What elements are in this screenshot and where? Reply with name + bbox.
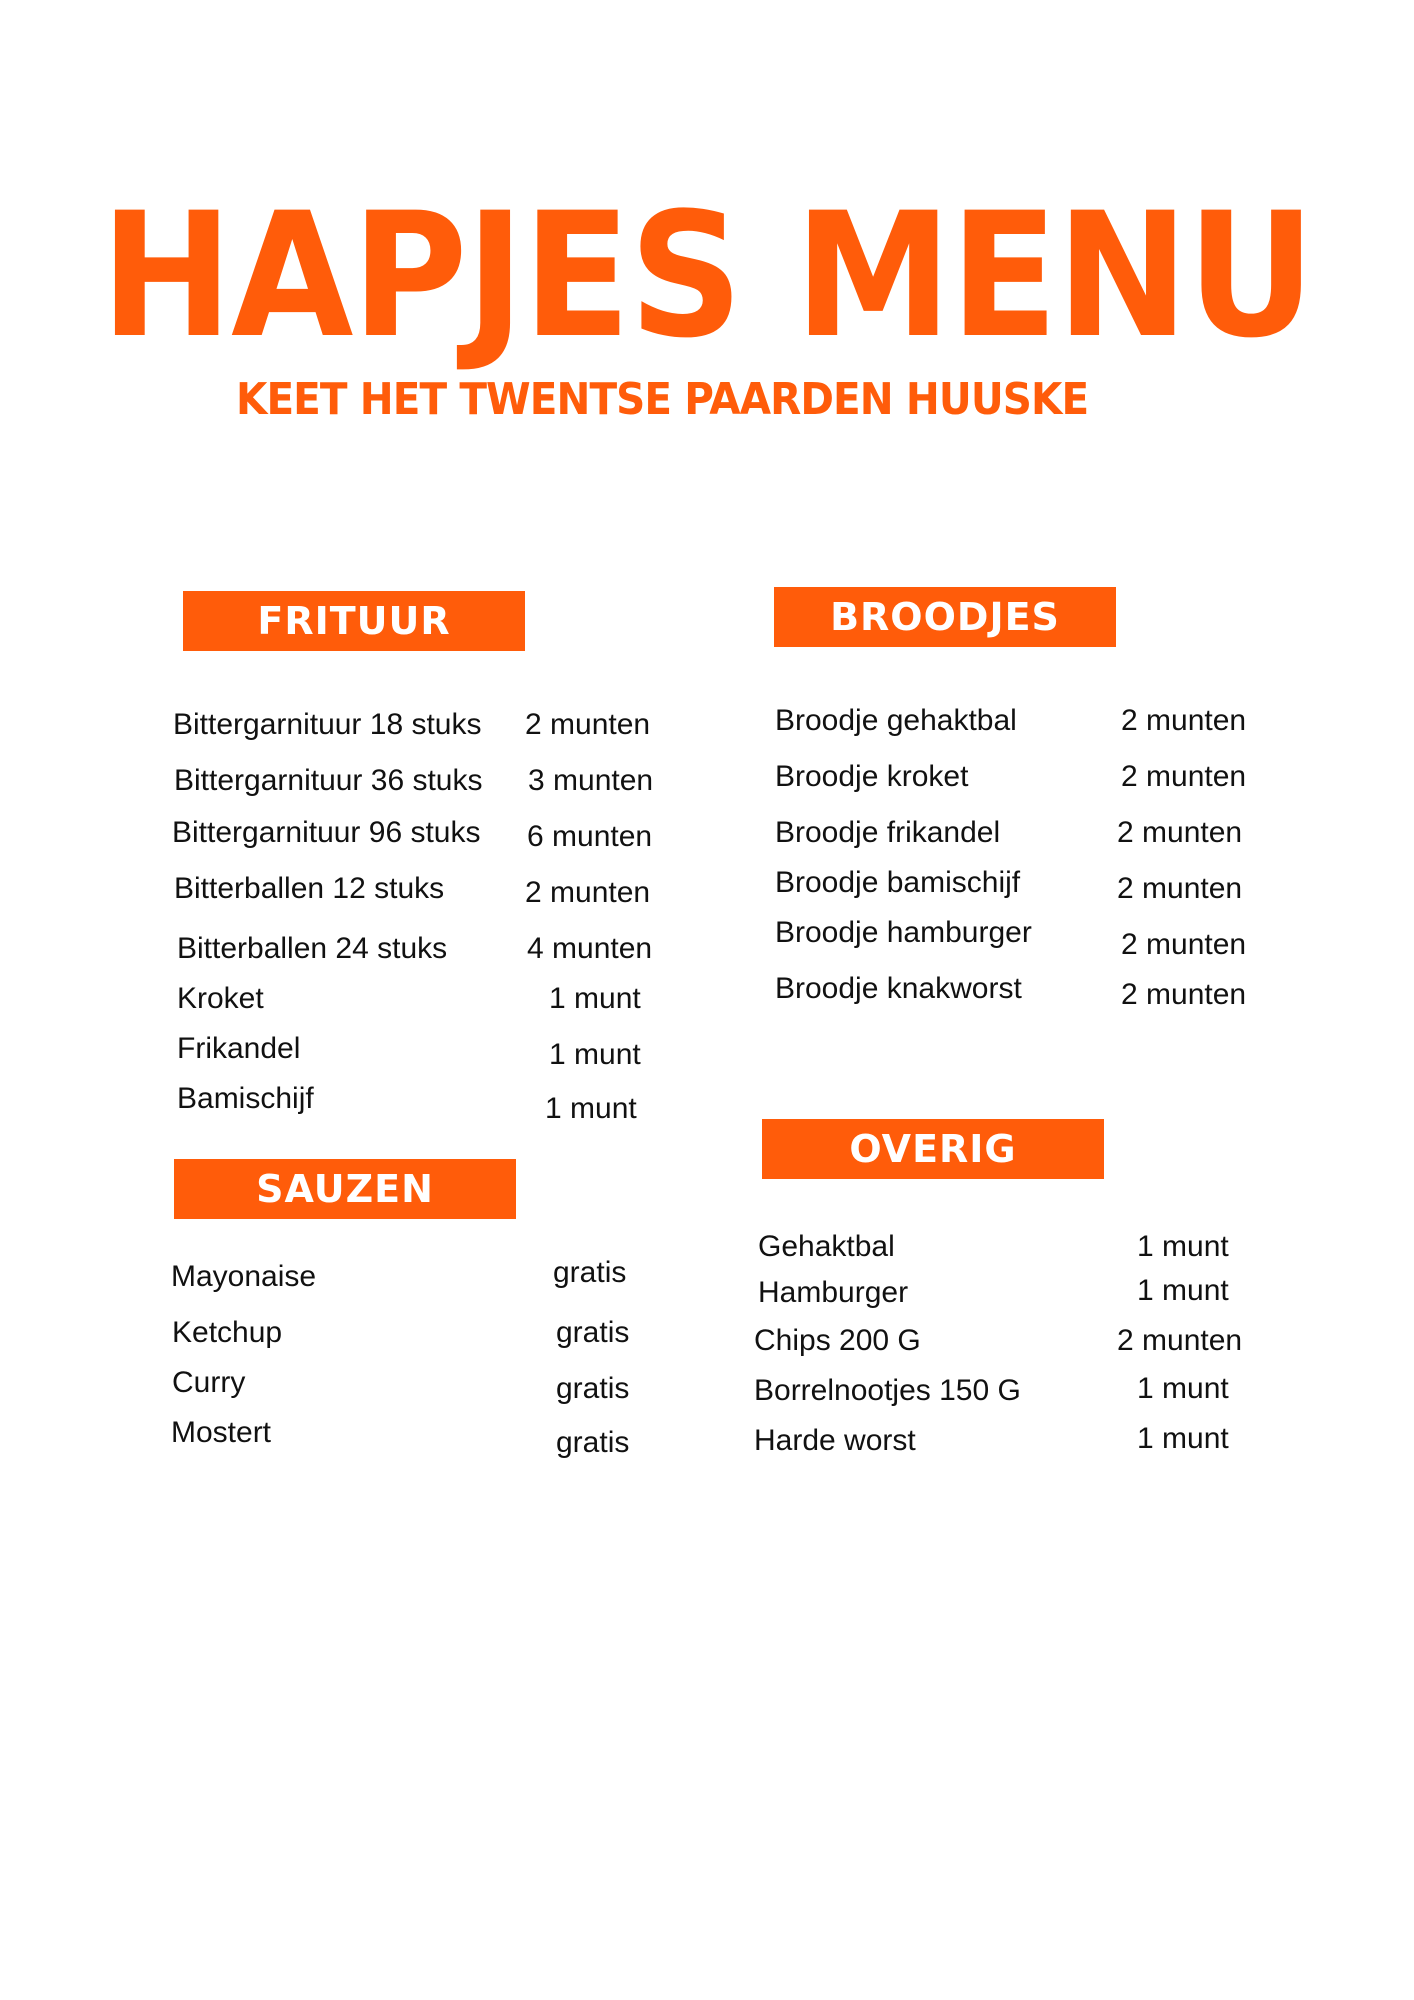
menu-item-name: Bitterballen 24 stuks	[177, 932, 448, 965]
menu-item-name: Borrelnootjes 150 G	[754, 1374, 1021, 1407]
menu-item-price: 6 munten	[527, 820, 653, 853]
menu-item-price: 1 munt	[549, 982, 641, 1015]
menu-item-name: Broodje hamburger	[775, 916, 1032, 949]
menu-item-name: Broodje kroket	[775, 760, 969, 793]
menu-item-price: 2 munten	[1121, 978, 1247, 1011]
menu-item-name: Hamburger	[758, 1276, 909, 1309]
menu-item-price: 1 munt	[1137, 1372, 1229, 1405]
menu-item-name: Ketchup	[172, 1316, 283, 1349]
menu-item-price: 1 munt	[1137, 1230, 1229, 1263]
menu-item-price: gratis	[553, 1256, 627, 1289]
menu-item-price: 1 munt	[549, 1038, 641, 1071]
menu-item-price: 2 munten	[1117, 816, 1243, 849]
menu-item-price: 1 munt	[1137, 1422, 1229, 1455]
menu-item-name: Chips 200 G	[754, 1324, 921, 1357]
section-header-overig: OVERIG	[762, 1119, 1104, 1179]
menu-item-name: Broodje gehaktbal	[775, 704, 1017, 737]
menu-item-name: Frikandel	[177, 1032, 301, 1065]
section-header-broodjes: BROODJES	[774, 587, 1116, 647]
menu-item-price: 2 munten	[525, 876, 651, 909]
menu-item-name: Bittergarnituur 36 stuks	[174, 764, 483, 797]
menu-item-name: Bittergarnituur 18 stuks	[173, 708, 482, 741]
menu-item-price: 3 munten	[528, 764, 654, 797]
menu-item-price: gratis	[556, 1426, 630, 1459]
menu-subtitle: KEET HET TWENTSE PAARDEN HUUSKE	[236, 374, 1089, 425]
menu-item-name: Gehaktbal	[758, 1230, 895, 1263]
menu-item-name: Mayonaise	[171, 1260, 317, 1293]
menu-item-name: Broodje knakworst	[775, 972, 1022, 1005]
menu-item-price: gratis	[556, 1316, 630, 1349]
menu-item-price: 2 munten	[1121, 760, 1247, 793]
menu-item-price: gratis	[556, 1372, 630, 1405]
menu-item-name: Broodje bamischijf	[775, 866, 1021, 899]
section-header-frituur: FRITUUR	[183, 591, 525, 651]
menu-item-name: Curry	[172, 1366, 246, 1399]
menu-item-name: Bittergarnituur 96 stuks	[172, 816, 481, 849]
menu-item-name: Broodje frikandel	[775, 816, 1001, 849]
menu-item-name: Bitterballen 12 stuks	[174, 872, 445, 905]
menu-item-name: Mostert	[171, 1416, 272, 1449]
menu-item-name: Harde worst	[754, 1424, 916, 1457]
menu-item-name: Bamischijf	[177, 1082, 314, 1115]
menu-item-price: 1 munt	[545, 1092, 637, 1125]
section-header-sauzen: SAUZEN	[174, 1159, 516, 1219]
menu-item-price: 2 munten	[1117, 872, 1243, 905]
menu-item-price: 4 munten	[527, 932, 653, 965]
menu-item-price: 2 munten	[525, 708, 651, 741]
menu-item-price: 2 munten	[1121, 704, 1247, 737]
menu-title: HAPJES MENU	[100, 175, 1314, 376]
menu-item-price: 2 munten	[1117, 1324, 1243, 1357]
menu-item-price: 1 munt	[1137, 1274, 1229, 1307]
menu-item-name: Kroket	[177, 982, 264, 1015]
menu-item-price: 2 munten	[1121, 928, 1247, 961]
